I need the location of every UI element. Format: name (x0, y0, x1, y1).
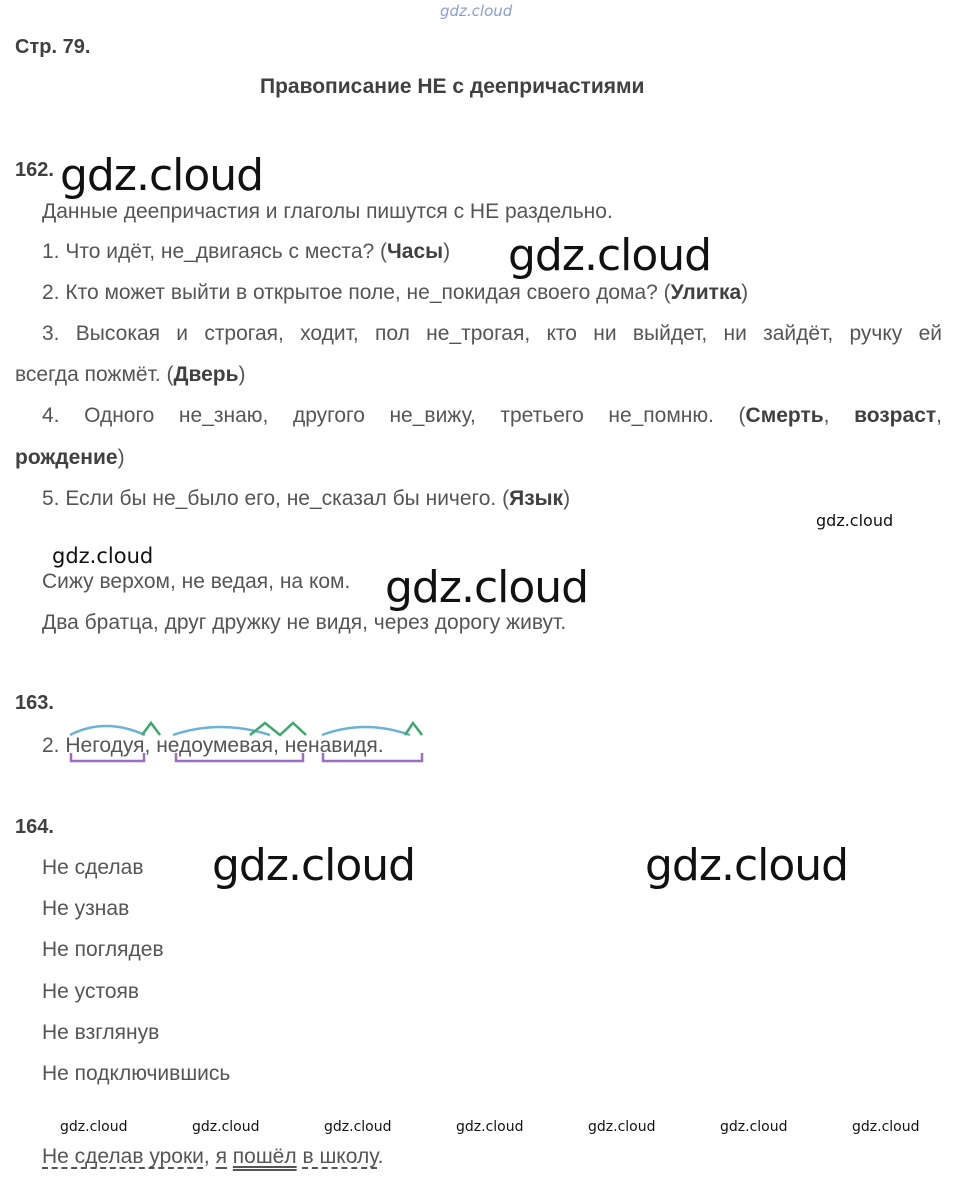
riddle-text: 4. Одного не_знаю, другого не_вижу, третьего не_помню. ( (42, 404, 746, 427)
riddle-text: ) (563, 487, 571, 510)
punct: . (377, 1145, 384, 1168)
watermark: gdz.cloud (52, 544, 154, 568)
riddle-3-line-1: 3. Высокая и строгая, ходит, пол не_трогая, кто ни выйдет, ни зайдёт, ручку ей (42, 322, 942, 345)
riddle-text: , (936, 404, 942, 427)
list-item: Не поглядев (42, 938, 164, 961)
riddle-text: 5. Если бы не_было его, не_сказал бы ничего. ( (42, 487, 510, 510)
watermark: gdz.cloud (192, 1119, 260, 1135)
exercise-number: 163. (15, 692, 54, 714)
watermark: gdz.cloud (385, 562, 592, 613)
gerund-line (42, 734, 384, 758)
riddle-extra-2: Два братца, друг дружку не видя, через дорогу живут. (42, 611, 567, 634)
riddle-text: ) (741, 281, 749, 304)
exercise-intro: Данные деепричастия и глаголы пишутся с НЕ раздельно. (42, 200, 613, 223)
riddle-answer: Часы (387, 240, 444, 263)
riddle-extra-1: Сижу верхом, не ведая, на ком. (42, 570, 351, 593)
list-item: Не узнав (42, 897, 130, 920)
watermark: gdz.cloud (508, 230, 712, 281)
watermark: gdz.cloud (60, 1119, 128, 1135)
adverbial-place: в школу (302, 1145, 378, 1168)
adverbial-phrase: Не сделав уроки (42, 1145, 204, 1168)
page-title: Правописание НЕ с деепричастиями (260, 75, 645, 98)
predicate: пошёл (232, 1145, 297, 1168)
watermark: gdz.cloud (645, 840, 849, 891)
riddle-answer: Дверь (173, 363, 239, 386)
gerund-word: недоумевая (156, 734, 274, 757)
watermark: gdz.cloud (324, 1119, 392, 1135)
line-prefix: 2. (42, 734, 66, 757)
list-item: Не устояв (42, 980, 140, 1003)
list-item: Не взглянув (42, 1021, 160, 1044)
watermark: gdz.cloud (816, 511, 894, 530)
riddle-text: всегда пожмёт. ( (15, 363, 174, 386)
watermark: gdz.cloud (852, 1119, 920, 1135)
watermark: gdz.cloud (440, 2, 513, 20)
page-number: Стр. 79. (15, 36, 91, 58)
exercise-number: 162. (15, 159, 54, 181)
riddle-text: 2. Кто может выйти в открытое поле, не_покидая своего дома? ( (42, 281, 671, 304)
parsed-sentence (42, 1145, 383, 1169)
riddle-3-line-2 (15, 363, 246, 387)
riddle-answer: Смерть (745, 404, 824, 427)
suffix-mark (405, 723, 422, 735)
line-end: . (377, 734, 384, 757)
separator: , (144, 734, 157, 757)
riddle-4-line-1 (42, 404, 942, 428)
gerund-word: ненавидя (284, 734, 378, 757)
list-item: Не сделав (42, 856, 144, 879)
riddle-answer: возраст (854, 404, 937, 427)
riddle-4-line-2 (15, 446, 125, 470)
list-item: Не подключившись (42, 1062, 231, 1085)
riddle-answer: рождение (15, 446, 118, 469)
riddle-text: , (823, 404, 855, 427)
punct: , (203, 1145, 216, 1168)
watermark: gdz.cloud (60, 150, 264, 201)
riddle-text: ) (443, 240, 451, 263)
exercise-number: 164. (15, 816, 54, 838)
watermark: gdz.cloud (456, 1119, 524, 1135)
riddle-text: ) (117, 446, 125, 469)
riddle-5 (42, 487, 570, 511)
watermark: gdz.cloud (588, 1119, 656, 1135)
riddle-answer: Язык (509, 487, 564, 510)
riddle-2 (42, 281, 748, 305)
riddle-answer: Улитка (670, 281, 742, 304)
riddle-1 (42, 240, 450, 264)
watermark: gdz.cloud (212, 840, 416, 891)
watermark: gdz.cloud (720, 1119, 788, 1135)
separator: , (273, 734, 285, 757)
gerund-word: Негодуя (65, 734, 145, 757)
riddle-text: ) (238, 363, 246, 386)
subject: я (215, 1145, 227, 1168)
riddle-text: 1. Что идёт, не_двигаясь с места? ( (42, 240, 388, 263)
